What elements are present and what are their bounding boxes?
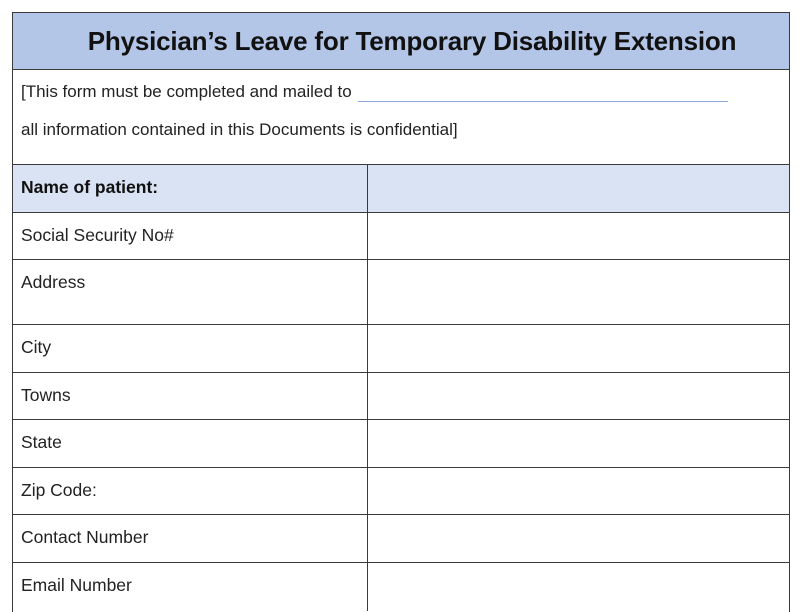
notice-section: [13, 70, 789, 165]
row-zip-code: [13, 468, 789, 515]
row-label: Address: [13, 260, 368, 324]
address-field[interactable]: [368, 260, 789, 324]
row-label: State: [13, 420, 368, 467]
zip-code-field[interactable]: [368, 468, 789, 514]
row-label: Towns: [13, 373, 368, 419]
row-label: City: [13, 325, 368, 372]
row-name-of-patient: [13, 165, 789, 213]
name-of-patient-field[interactable]: [368, 165, 789, 212]
state-field[interactable]: [368, 420, 789, 467]
row-label: Contact Number: [13, 515, 368, 562]
row-social-security: [13, 213, 789, 260]
notice-line-1: [21, 82, 728, 102]
row-towns: [13, 373, 789, 420]
form-title: Physician’s Leave for Temporary Disability Extension: [87, 25, 737, 56]
row-address: [13, 260, 789, 325]
disability-extension-form: [12, 12, 790, 612]
row-label: Email Number: [13, 563, 368, 611]
row-state: [13, 420, 789, 468]
row-label: Social Security No#: [13, 213, 368, 259]
email-number-field[interactable]: [368, 563, 789, 611]
social-security-field[interactable]: [368, 213, 789, 259]
row-label: Zip Code:: [13, 468, 368, 514]
city-field[interactable]: [368, 325, 789, 372]
notice-text-2: all information contained in this Documents is confidential]: [21, 120, 458, 139]
row-city: [13, 325, 789, 373]
notice-text-1: [This form must be completed and mailed to: [21, 82, 352, 101]
contact-number-field[interactable]: [368, 515, 789, 562]
mailing-address-blank[interactable]: [358, 83, 728, 102]
title-bar: [13, 13, 789, 70]
row-contact-number: [13, 515, 789, 563]
towns-field[interactable]: [368, 373, 789, 419]
row-email-number: [13, 563, 789, 611]
row-label: Name of patient:: [13, 165, 368, 212]
